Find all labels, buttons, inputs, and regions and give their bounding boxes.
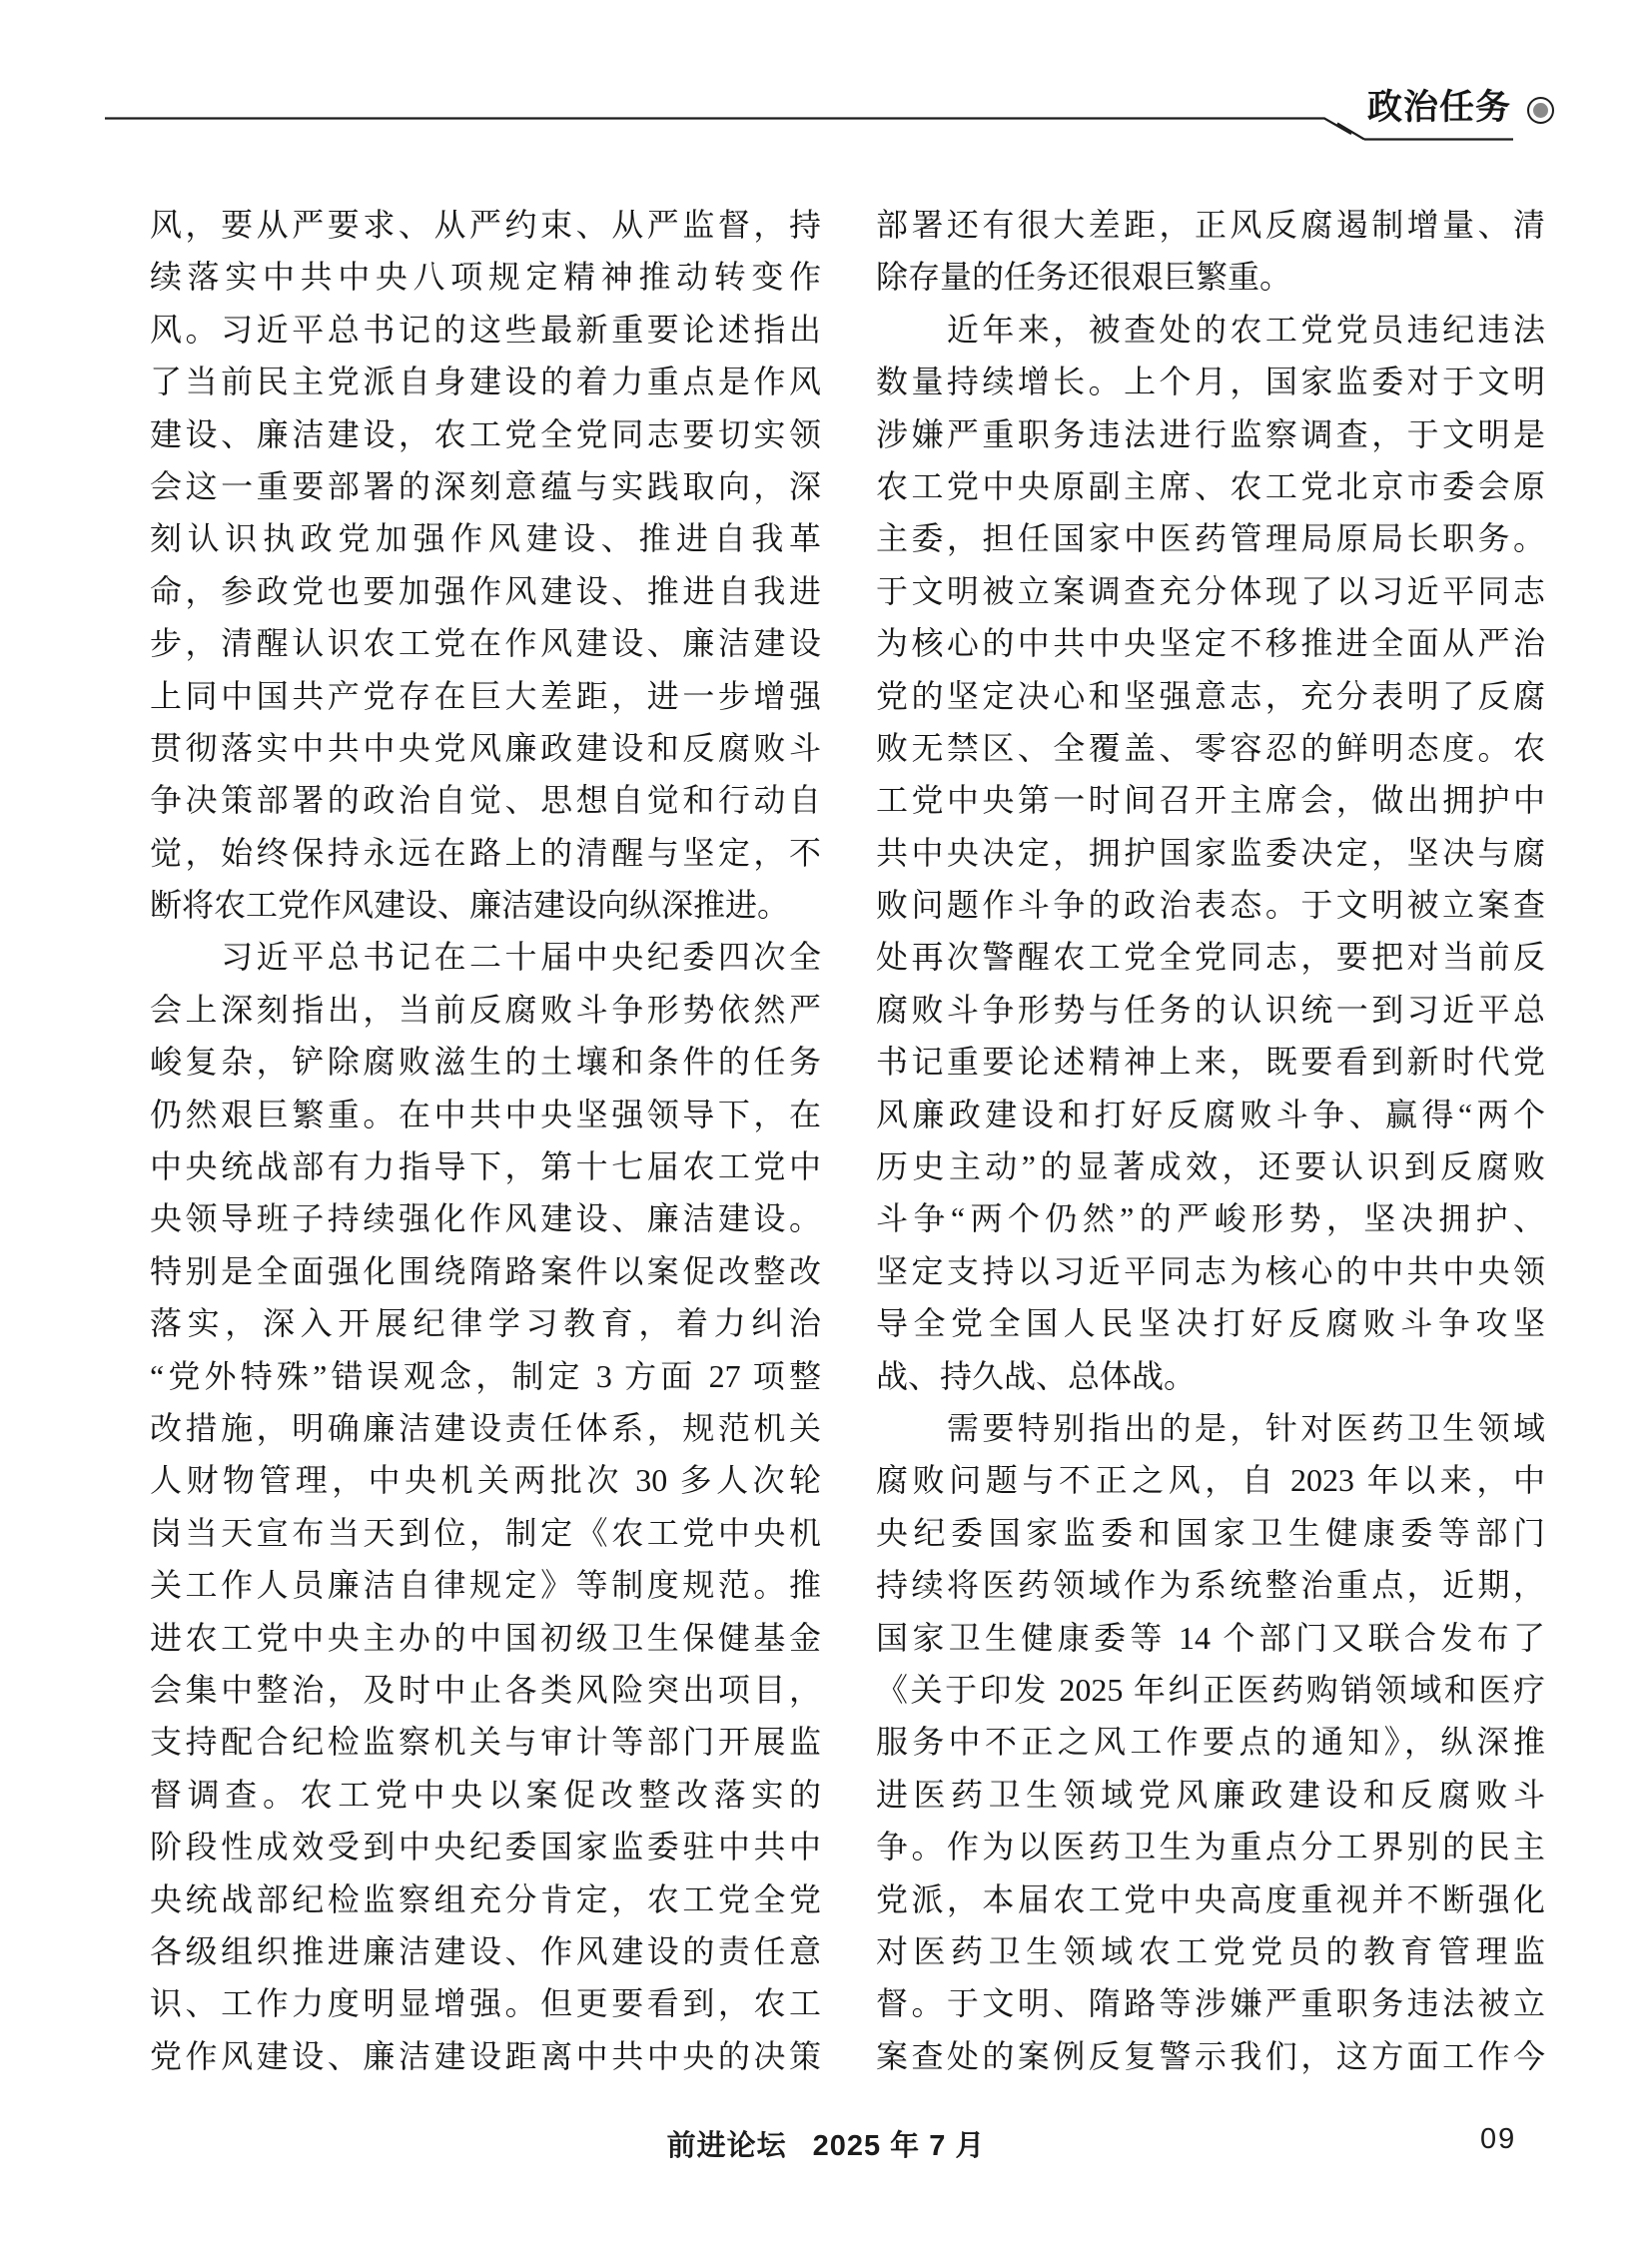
section-bullet-icon bbox=[1527, 97, 1554, 124]
text-line: 督调查。农工党中央以案促改整改落实的 bbox=[150, 1776, 821, 1813]
text-column-left bbox=[150, 199, 821, 2082]
text-line: 导全党全国人民坚决打好反腐败斗争攻坚 bbox=[876, 1305, 1545, 1342]
text-line: 需要特别指出的是，针对医药卫生领域 bbox=[876, 1409, 1545, 1446]
text-line: 断将农工党作风建设、廉洁建设向纵深推进。 bbox=[150, 887, 790, 924]
text-line: 共中央决定，拥护国家监委决定，坚决与腐 bbox=[876, 834, 1545, 871]
text-line: 岗当天宣布当天到位，制定《农工党中央机 bbox=[150, 1514, 821, 1551]
text-line: 党作风建设、廉洁建设距离中共中央的决策 bbox=[150, 2037, 821, 2074]
text-line: 改措施，明确廉洁建设责任体系，规范机关 bbox=[150, 1409, 821, 1446]
text-line: 历史主动”的显著成效，还要认识到反腐败 bbox=[876, 1148, 1545, 1185]
issue-date: 2025 年 7 月 bbox=[812, 2130, 986, 2162]
page-number: 09 bbox=[1480, 2123, 1517, 2155]
text-line: 斗争“两个仍然”的严峻形势，坚决拥护、 bbox=[876, 1200, 1545, 1237]
text-line: 战、持久战、总体战。 bbox=[876, 1357, 1197, 1394]
text-line: 争。作为以医药卫生为重点分工界别的民主 bbox=[876, 1829, 1545, 1866]
text-line: 败无禁区、全覆盖、零容忍的鲜明态度。农 bbox=[876, 729, 1545, 766]
text-line: 人财物管理，中央机关两批次 30 多人次轮 bbox=[150, 1462, 821, 1499]
section-label: 政治任务 bbox=[1366, 88, 1511, 127]
text-line: 腐败斗争形势与任务的认识统一到习近平总 bbox=[876, 991, 1545, 1028]
text-line: 特别是全面强化围绕隋路案件以案促改整改 bbox=[150, 1252, 821, 1289]
text-line: 党的坚定决心和坚强意志，充分表明了反腐 bbox=[876, 677, 1545, 714]
text-line: 书记重要论述精神上来，既要看到新时代党 bbox=[876, 1044, 1545, 1081]
text-line: 阶段性成效受到中央纪委国家监委驻中共中 bbox=[150, 1829, 821, 1866]
text-line: 习近平总书记在二十届中央纪委四次全 bbox=[150, 939, 821, 976]
text-line: 涉嫌严重职务违法进行监察调查，于文明是 bbox=[876, 415, 1545, 452]
text-line: 近年来，被查处的农工党党员违纪违法 bbox=[876, 311, 1545, 348]
footer bbox=[0, 2123, 1652, 2164]
text-line: 建设、廉洁建设，农工党全党同志要切实领 bbox=[150, 415, 821, 452]
text-line: 案查处的案例反复警示我们，这方面工作今 bbox=[876, 2037, 1545, 2074]
text-line: 上同中国共产党存在巨大差距，进一步增强 bbox=[150, 677, 821, 714]
text-line: 于文明被立案调查充分体现了以习近平同志 bbox=[876, 572, 1545, 609]
text-line: 中央统战部有力指导下，第十七届农工党中 bbox=[150, 1148, 821, 1185]
text-line: 坚定支持以习近平同志为核心的中共中央领 bbox=[876, 1252, 1545, 1289]
text-line: 为核心的中共中央坚定不移推进全面从严治 bbox=[876, 625, 1545, 662]
text-line: 工党中央第一时间召开主席会，做出拥护中 bbox=[876, 782, 1545, 819]
text-line: “党外特殊”错误观念，制定 3 方面 27 项整 bbox=[150, 1357, 821, 1394]
text-line: 仍然艰巨繁重。在中共中央坚强领导下，在 bbox=[150, 1096, 821, 1132]
text-line: 败问题作斗争的政治表态。于文明被立案查 bbox=[876, 887, 1545, 924]
text-line: 进医药卫生领域党风廉政建设和反腐败斗 bbox=[876, 1776, 1545, 1813]
text-line: 会这一重要部署的深刻意蕴与实践取向，深 bbox=[150, 467, 821, 504]
text-line: 识、工作力度明显增强。但更要看到，农工 bbox=[150, 1985, 821, 2022]
text-line: 对医药卫生领域农工党党员的教育管理监 bbox=[876, 1932, 1545, 1969]
text-line: 服务中不正之风工作要点的通知》，纵深推 bbox=[876, 1724, 1545, 1761]
text-line: 支持配合纪检监察机关与审计等部门开展监 bbox=[150, 1724, 821, 1761]
text-line: 会集中整治，及时中止各类风险突出项目， bbox=[150, 1671, 821, 1708]
section-bullet-inner-dot bbox=[1533, 103, 1548, 118]
text-line: 风，要从严要求、从严约束、从严监督，持 bbox=[150, 207, 821, 243]
text-line: 峻复杂，铲除腐败滋生的土壤和条件的任务 bbox=[150, 1044, 821, 1081]
text-line: 腐败问题与不正之风，自 2023 年以来，中 bbox=[876, 1462, 1545, 1499]
text-line: 关工作人员廉洁自律规定》等制度规范。推 bbox=[150, 1567, 821, 1604]
text-line: 贯彻落实中共中央党风廉政建设和反腐败斗 bbox=[150, 729, 821, 766]
text-line: 国家卫生健康委等 14 个部门又联合发布了 bbox=[876, 1619, 1545, 1656]
text-line: 觉，始终保持永远在路上的清醒与坚定，不 bbox=[150, 834, 821, 871]
header-rule-line bbox=[0, 0, 1652, 170]
text-line: 主委，担任国家中医药管理局原局长职务。 bbox=[876, 520, 1545, 557]
text-line: 进农工党中央主办的中国初级卫生保健基金 bbox=[150, 1619, 821, 1656]
text-line: 数量持续增长。上个月，国家监委对于文明 bbox=[876, 364, 1545, 400]
text-line: 争决策部署的政治自觉、思想自觉和行动自 bbox=[150, 782, 821, 819]
text-line: 部署还有很大差距，正风反腐遏制增量、清 bbox=[876, 207, 1545, 243]
text-line: 央领导班子持续强化作风建设、廉洁建设。 bbox=[150, 1200, 821, 1237]
journal-name: 前进论坛 bbox=[666, 2130, 787, 2162]
text-line: 处再次警醒农工党全党同志，要把对当前反 bbox=[876, 939, 1545, 976]
text-line: 央纪委国家监委和国家卫生健康委等部门 bbox=[876, 1514, 1545, 1551]
text-line: 农工党中央原副主席、农工党北京市委会原 bbox=[876, 467, 1545, 504]
text-line: 《关于印发 2025 年纠正医药购销领域和医疗 bbox=[876, 1671, 1545, 1708]
text-line: 风廉政建设和打好反腐败斗争、赢得“两个 bbox=[876, 1096, 1545, 1132]
text-line: 除存量的任务还很艰巨繁重。 bbox=[876, 259, 1292, 296]
text-line: 命，参政党也要加强作风建设、推进自我进 bbox=[150, 572, 821, 609]
text-line: 持续将医药领域作为系统整治重点，近期， bbox=[876, 1567, 1545, 1604]
text-line: 督。于文明、隋路等涉嫌严重职务违法被立 bbox=[876, 1985, 1545, 2022]
text-line: 续落实中共中央八项规定精神推动转变作 bbox=[150, 259, 821, 296]
text-line: 了当前民主党派自身建设的着力重点是作风 bbox=[150, 364, 821, 400]
text-line: 步，清醒认识农工党在作风建设、廉洁建设 bbox=[150, 625, 821, 662]
text-line: 会上深刻指出，当前反腐败斗争形势依然严 bbox=[150, 991, 821, 1028]
text-line: 风。习近平总书记的这些最新重要论述指出 bbox=[150, 311, 821, 348]
text-line: 落实，深入开展纪律学习教育，着力纠治 bbox=[150, 1305, 821, 1342]
text-column-right bbox=[876, 199, 1545, 2082]
text-line: 央统战部纪检监察组充分肯定，农工党全党 bbox=[150, 1880, 821, 1917]
text-line: 刻认识执政党加强作风建设、推进自我革 bbox=[150, 520, 821, 557]
text-line: 党派，本届农工党中央高度重视并不断强化 bbox=[876, 1880, 1545, 1917]
text-line: 各级组织推进廉洁建设、作风建设的责任意 bbox=[150, 1932, 821, 1969]
